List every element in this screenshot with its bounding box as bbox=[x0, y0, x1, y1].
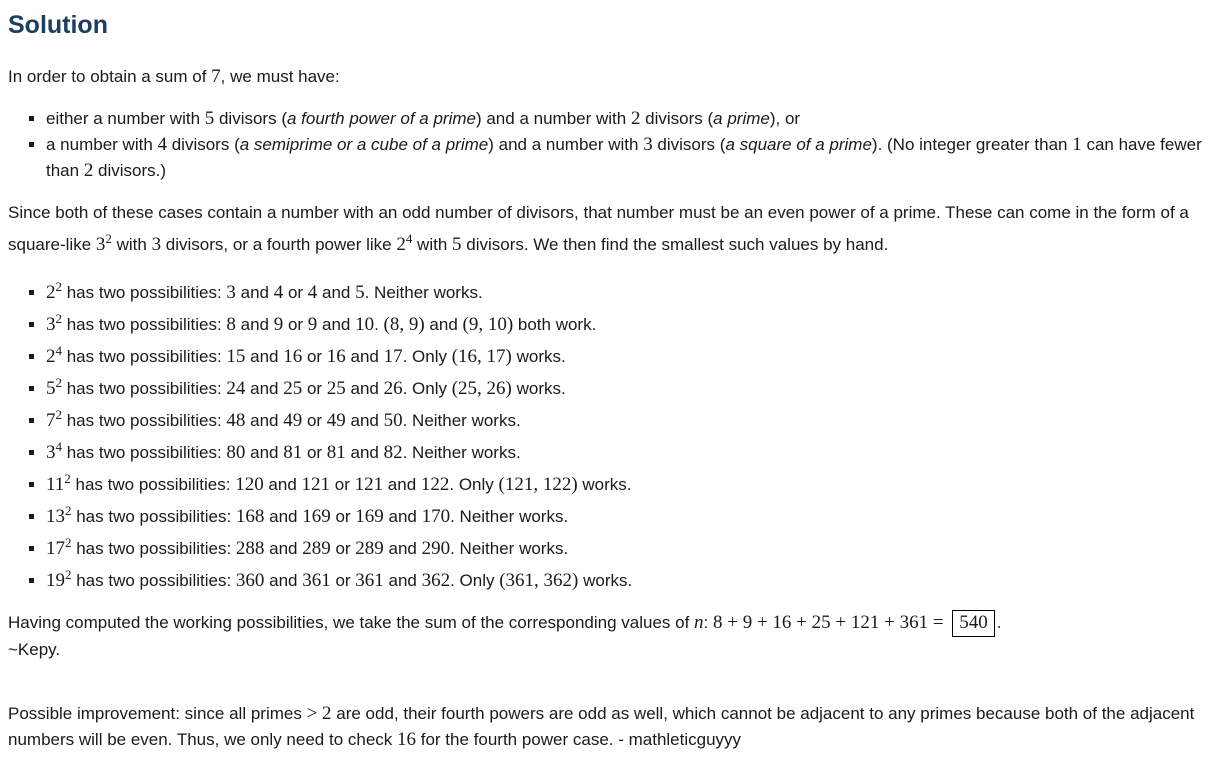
math-run: 49 bbox=[326, 410, 346, 431]
math-run: 3 bbox=[643, 134, 653, 155]
math-run: 26 bbox=[383, 378, 403, 399]
text-run: a number with bbox=[46, 135, 158, 154]
text-run: Possible improvement: since all primes bbox=[8, 704, 307, 723]
text-run: with bbox=[111, 235, 152, 254]
superscript: 2 bbox=[55, 279, 62, 294]
text-run: has two possibilities: bbox=[71, 539, 236, 558]
math-run: 80 bbox=[226, 442, 246, 463]
math-run: (121, 122) bbox=[498, 474, 578, 495]
math-run: (25, 26) bbox=[451, 378, 512, 399]
math-run: 3 bbox=[46, 442, 56, 463]
math-run: 5 bbox=[355, 282, 365, 303]
list-item bbox=[46, 338, 1207, 370]
text-run: for the fourth power case. - mathleticguyyy bbox=[416, 730, 742, 749]
text-run: and bbox=[235, 283, 274, 302]
text-run: . Only bbox=[450, 571, 500, 590]
math-run: 15 bbox=[226, 346, 246, 367]
math-run: 81 bbox=[283, 442, 303, 463]
text-run: has two possibilities: bbox=[62, 347, 227, 366]
text-run: and bbox=[263, 475, 302, 494]
text-run: . Neither works. bbox=[402, 443, 521, 462]
math-run: 3 bbox=[46, 314, 56, 335]
text-run: and bbox=[245, 411, 284, 430]
math-run: 1 bbox=[1072, 134, 1082, 155]
math-run: 9 bbox=[307, 314, 318, 335]
text-run: and bbox=[383, 507, 422, 526]
math-run: 5 bbox=[46, 378, 56, 399]
text-run: or bbox=[302, 443, 327, 462]
text-run: has two possibilities: bbox=[62, 443, 227, 462]
text-run: and bbox=[345, 411, 384, 430]
text-run: or bbox=[330, 507, 356, 526]
text-run: and bbox=[245, 347, 284, 366]
math-run: 3 bbox=[95, 234, 106, 255]
text-run: or bbox=[302, 411, 327, 430]
text-run: works. bbox=[578, 571, 633, 590]
math-run: (361, 362) bbox=[499, 570, 579, 591]
math-run: 289 bbox=[302, 538, 331, 559]
conclusion-paragraph bbox=[8, 610, 1207, 663]
math-run: 25 bbox=[326, 378, 346, 399]
math-run: 361 bbox=[355, 570, 384, 591]
text-run: has two possibilities: bbox=[70, 475, 236, 494]
text-run: with bbox=[412, 235, 453, 254]
math-run: 3 bbox=[151, 234, 162, 255]
math-run: 362 bbox=[421, 570, 451, 591]
math-run: 24 bbox=[226, 378, 246, 399]
text-run: divisors. We then find the smallest such values by hand. bbox=[461, 235, 889, 254]
text-run: divisors.) bbox=[93, 161, 167, 180]
math-run: 2 bbox=[630, 108, 641, 129]
list-item bbox=[46, 466, 1207, 498]
solution-heading: Solution bbox=[8, 11, 108, 39]
text-run: ). (No integer greater than bbox=[871, 135, 1073, 154]
text-run: and bbox=[235, 315, 274, 334]
italic-run: a prime bbox=[713, 109, 770, 128]
text-run: or bbox=[283, 315, 308, 334]
text-run: Having computed the working possibilities, we take the sum of the corresponding values of bbox=[8, 613, 695, 632]
text-run: . Only bbox=[402, 347, 452, 366]
math-run: 3 bbox=[226, 282, 236, 303]
math-run: 8 bbox=[226, 314, 236, 335]
superscript: 2 bbox=[65, 567, 72, 582]
italic-run: a square of a prime bbox=[725, 135, 872, 154]
list-item bbox=[46, 402, 1207, 434]
candidate-list bbox=[8, 274, 1207, 594]
math-run: 121 bbox=[301, 474, 331, 495]
math-run: 290 bbox=[421, 538, 451, 559]
italic-run: a fourth power of a prime bbox=[286, 109, 476, 128]
superscript: 2 bbox=[55, 375, 62, 390]
italic-run: a semiprime or a cube of a prime bbox=[239, 135, 489, 154]
text-run: works. bbox=[511, 347, 566, 366]
text-run: and bbox=[383, 539, 422, 558]
math-run: 16 bbox=[283, 346, 303, 367]
superscript: 2 bbox=[105, 231, 112, 246]
math-run: 168 bbox=[235, 506, 265, 527]
superscript: 4 bbox=[405, 231, 413, 246]
math-run: 82 bbox=[383, 442, 403, 463]
text-run: or bbox=[330, 571, 356, 590]
math-run: 5 bbox=[204, 108, 215, 129]
math-run: (8, 9) bbox=[383, 314, 425, 335]
text-run: , we must have: bbox=[220, 67, 340, 86]
math-run: 50 bbox=[383, 410, 403, 431]
text-run: or bbox=[330, 475, 355, 494]
text-run: and bbox=[383, 475, 421, 494]
list-item bbox=[46, 132, 1207, 184]
list-item bbox=[46, 562, 1207, 594]
superscript: 4 bbox=[55, 343, 62, 358]
text-run: and bbox=[245, 379, 284, 398]
boxed-answer: 540 bbox=[952, 610, 995, 637]
math-run: 49 bbox=[283, 410, 303, 431]
text-run: has two possibilities: bbox=[62, 411, 227, 430]
math-run: 16 bbox=[397, 729, 417, 750]
superscript: 2 bbox=[65, 503, 72, 518]
text-run: has two possibilities: bbox=[62, 283, 227, 302]
text-run: and bbox=[264, 507, 303, 526]
text-run: and bbox=[317, 283, 356, 302]
math-run: 4 bbox=[273, 282, 284, 303]
superscript: 4 bbox=[55, 439, 62, 454]
text-run: and bbox=[345, 347, 384, 366]
text-run: . Only bbox=[402, 379, 452, 398]
text-run: has two possibilities: bbox=[62, 315, 227, 334]
text-run: . Neither works. bbox=[450, 539, 569, 558]
text-run: has two possibilities: bbox=[71, 507, 236, 526]
math-run: 122 bbox=[420, 474, 450, 495]
text-run: and bbox=[317, 315, 356, 334]
text-run: and bbox=[264, 571, 303, 590]
signature: ~Kepy. bbox=[8, 640, 61, 659]
text-run: . bbox=[996, 613, 1002, 632]
math-run: 17 bbox=[383, 346, 403, 367]
superscript: 2 bbox=[65, 535, 72, 550]
math-run: 4 bbox=[307, 282, 318, 303]
improvement-paragraph bbox=[8, 701, 1207, 753]
text-run: divisors ( bbox=[640, 109, 714, 128]
math-run: 7 bbox=[211, 66, 221, 87]
text-run: both work. bbox=[513, 315, 597, 334]
text-run: or bbox=[302, 347, 327, 366]
math-run: 2 bbox=[396, 234, 406, 255]
math-run: 19 bbox=[46, 570, 65, 591]
math-run: 288 bbox=[235, 538, 265, 559]
text-run: works. bbox=[577, 475, 632, 494]
text-run: . Neither works. bbox=[402, 411, 521, 430]
math-run: 17 bbox=[46, 538, 65, 559]
math-run: 361 bbox=[302, 570, 331, 591]
math-run: 48 bbox=[226, 410, 246, 431]
text-run: ) and a number with bbox=[475, 109, 631, 128]
math-run: 9 bbox=[273, 314, 284, 335]
superscript: 2 bbox=[55, 407, 62, 422]
math-run: 169 bbox=[302, 506, 331, 527]
text-run: are odd, their fourth powers are odd as well, which cannot be adjacent to any primes because both of the adjacent numbers will be even. Thus, we only need to check bbox=[8, 704, 1195, 749]
superscript: 2 bbox=[55, 311, 62, 326]
superscript: 2 bbox=[64, 471, 71, 486]
conclusion-line bbox=[8, 610, 1207, 637]
math-run: 169 bbox=[355, 506, 384, 527]
math-run: 4 bbox=[157, 134, 167, 155]
math-run: 5 bbox=[452, 234, 462, 255]
text-run: divisors ( bbox=[167, 135, 240, 154]
text-run: and bbox=[424, 315, 463, 334]
math-run: 170 bbox=[421, 506, 451, 527]
math-run: (16, 17) bbox=[451, 346, 512, 367]
text-run: has two possibilities: bbox=[62, 379, 227, 398]
text-run: works. bbox=[511, 379, 566, 398]
text-run: . Only bbox=[449, 475, 499, 494]
intro-paragraph bbox=[8, 64, 1207, 90]
math-run: 13 bbox=[46, 506, 65, 527]
math-run: 120 bbox=[235, 474, 264, 495]
analysis-paragraph bbox=[8, 200, 1207, 258]
text-run: and bbox=[245, 443, 284, 462]
math-run: 360 bbox=[235, 570, 265, 591]
text-run: . Neither works. bbox=[450, 507, 569, 526]
math-run: 11 bbox=[46, 474, 65, 495]
list-item bbox=[46, 530, 1207, 562]
math-italic-run: n bbox=[694, 612, 704, 633]
text-run: divisors ( bbox=[214, 109, 287, 128]
text-run: Since both of these cases contain a number with an odd number of divisors, that number must be an even power of a prime. These can come in the form of a square-like bbox=[8, 203, 1189, 254]
math-run: 10 bbox=[355, 314, 375, 335]
math-run: 2 bbox=[46, 346, 56, 367]
text-run: . Neither works. bbox=[364, 283, 483, 302]
math-run: 7 bbox=[46, 410, 56, 431]
text-run: : bbox=[703, 613, 713, 632]
math-run: 289 bbox=[355, 538, 384, 559]
math-run: 2 bbox=[83, 160, 94, 181]
list-item bbox=[46, 106, 1207, 132]
math-run: > 2 bbox=[306, 703, 332, 724]
text-run: can have fewer than bbox=[46, 135, 1202, 180]
text-run: and bbox=[345, 379, 384, 398]
list-item bbox=[46, 498, 1207, 530]
text-run: or bbox=[302, 379, 327, 398]
list-item bbox=[46, 274, 1207, 306]
text-run: and bbox=[383, 571, 422, 590]
text-run: either a number with bbox=[46, 109, 205, 128]
case-list bbox=[8, 106, 1207, 184]
math-run: 2 bbox=[46, 282, 56, 303]
text-run: and bbox=[345, 443, 384, 462]
list-item bbox=[46, 434, 1207, 466]
list-item bbox=[46, 306, 1207, 338]
text-run: ) and a number with bbox=[488, 135, 644, 154]
list-item bbox=[46, 370, 1207, 402]
math-run: 8 + 9 + 16 + 25 + 121 + 361 = bbox=[713, 612, 949, 633]
text-run: ), or bbox=[769, 109, 801, 128]
math-run: (9, 10) bbox=[462, 314, 514, 335]
text-run: divisors ( bbox=[652, 135, 726, 154]
text-run: . bbox=[374, 315, 384, 334]
text-run: In order to obtain a sum of bbox=[8, 67, 212, 86]
text-run: has two possibilities: bbox=[71, 571, 236, 590]
text-run: or bbox=[283, 283, 308, 302]
math-run: 121 bbox=[354, 474, 384, 495]
math-run: 25 bbox=[283, 378, 303, 399]
text-run: and bbox=[264, 539, 303, 558]
text-run: divisors, or a fourth power like bbox=[161, 235, 397, 254]
text-run: or bbox=[330, 539, 356, 558]
math-run: 16 bbox=[326, 346, 346, 367]
math-run: 81 bbox=[326, 442, 346, 463]
